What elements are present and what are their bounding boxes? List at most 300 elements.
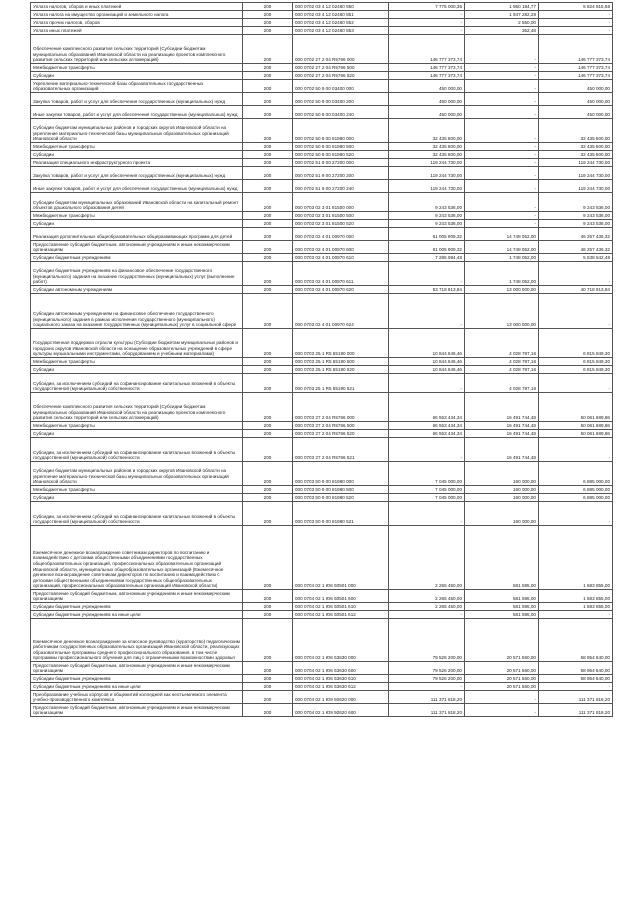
row-approved-amount: 61 005 909,32 (389, 241, 465, 254)
row-approved-amount: - (389, 27, 465, 35)
row-line-code: 200 (243, 119, 293, 143)
row-approved-amount: - (389, 438, 465, 462)
row-name: Закупка товаров, работ и услуг для обеспечения государственных (муниципальных) нужд (31, 93, 243, 106)
row-unexecuted-amount: 111 371 818,20 (539, 704, 613, 717)
row-budget-code: 000 0703 02 4 01 00970 611 (293, 262, 389, 286)
row-budget-code: 000 0703 27 2 04 R5766 500 (293, 422, 389, 430)
row-name: Предоставление субсидий бюджетным, автономным учреждениям и иным некоммерческим организациям (31, 704, 243, 717)
row-line-code: 200 (243, 691, 293, 704)
row-name: Субсидии бюджетным учреждениям на иные цели (31, 683, 243, 691)
row-line-code: 200 (243, 430, 293, 438)
row-executed-amount: - (465, 167, 539, 180)
row-approved-amount: 61 005 909,32 (389, 228, 465, 241)
row-name: Субсидии, за исключением субсидий на софинансирование капитальных вложений в объекты государственной (муниципальной) собственности (31, 502, 243, 526)
table-row (31, 494, 613, 502)
row-approved-amount: - (389, 683, 465, 691)
row-unexecuted-amount: 50 061 689,86 (539, 393, 613, 422)
row-line-code: 200 (243, 286, 293, 294)
row-executed-amount: - (465, 691, 539, 704)
row-unexecuted-amount: 9 243 536,00 (539, 220, 613, 228)
row-executed-amount: 20 571 560,00 (465, 662, 539, 675)
row-line-code: 200 (243, 494, 293, 502)
row-executed-amount: 160 000,00 (465, 502, 539, 526)
row-executed-amount: - (465, 143, 539, 151)
row-executed-amount: 2 550,00 (465, 19, 539, 27)
table-row (31, 329, 613, 358)
table-row (31, 167, 613, 180)
row-approved-amount: 7 775 000,35 (389, 3, 465, 11)
row-unexecuted-amount: - (539, 502, 613, 526)
row-unexecuted-amount: 50 061 689,86 (539, 430, 613, 438)
row-approved-amount: 79 526 200,00 (389, 619, 465, 662)
row-budget-code: 000 0702 51 9 00 27200 200 (293, 167, 389, 180)
row-approved-amount: 66 553 434,34 (389, 430, 465, 438)
row-unexecuted-amount: 6 815 849,30 (539, 329, 613, 358)
row-executed-amount: 581 595,00 (465, 603, 539, 611)
row-executed-amount: 4 028 797,16 (465, 366, 539, 374)
row-budget-code: 000 0704 02 1 Ю6 53630 600 (293, 662, 389, 675)
row-unexecuted-amount: 58 954 640,00 (539, 675, 613, 683)
table-row (31, 590, 613, 603)
row-name: Субсидии бюджетным учреждениям (31, 675, 243, 683)
row-budget-code: 000 0702 50 9 00 03400 000 (293, 80, 389, 93)
row-approved-amount: 450 000,00 (389, 106, 465, 119)
row-executed-amount: - (465, 72, 539, 80)
row-budget-code: 000 0703 02 4 01 00970 620 (293, 286, 389, 294)
row-budget-code: 000 0702 51 9 00 27200 000 (293, 159, 389, 167)
row-line-code: 200 (243, 462, 293, 486)
row-executed-amount: 581 595,00 (465, 590, 539, 603)
row-line-code: 200 (243, 329, 293, 358)
row-line-code: 200 (243, 241, 293, 254)
row-name: Субсидии (31, 151, 243, 159)
row-line-code: 200 (243, 374, 293, 393)
row-unexecuted-amount: 6 885 000,00 (539, 494, 613, 502)
row-name: Межбюджетные трансферты (31, 486, 243, 494)
table-row (31, 662, 613, 675)
row-line-code: 200 (243, 212, 293, 220)
row-budget-code: 000 0703 02 3 01 81500 500 (293, 212, 389, 220)
row-budget-code: 000 0703 02 3 01 81500 000 (293, 193, 389, 212)
row-name: Межбюджетные трансферты (31, 143, 243, 151)
row-name: Уплата налогов, сборов и иных платежей (31, 3, 243, 11)
row-budget-code: 000 0703 50 9 00 81990 000 (293, 462, 389, 486)
row-name: Государственная поддержка отрасли культуры (Субсидии бюджетам муниципальных районов и городских округов Ивановской области на оснащение образовательных учреждений в сфере культуры музыкальными инструментами, оборудованием и учебными материалами) (31, 329, 243, 358)
table-row (31, 143, 613, 151)
row-line-code: 200 (243, 619, 293, 662)
row-approved-amount: 32 435 600,00 (389, 119, 465, 143)
row-name: Преобразование учебных корпусов и общежитий колледжей как неотъемлемого элемента учебно-производственного комплекса (31, 691, 243, 704)
row-name: Межбюджетные трансферты (31, 422, 243, 430)
row-approved-amount: 119 244 730,00 (389, 159, 465, 167)
row-line-code: 200 (243, 93, 293, 106)
row-executed-amount: 581 595,00 (465, 526, 539, 590)
table-row (31, 64, 613, 72)
row-executed-amount: 1 748 052,00 (465, 254, 539, 262)
row-unexecuted-amount: 146 777 373,74 (539, 35, 613, 64)
row-approved-amount: - (389, 294, 465, 329)
row-unexecuted-amount: 146 777 373,74 (539, 72, 613, 80)
row-budget-code: 000 0703 02 4 01 00970 000 (293, 228, 389, 241)
row-executed-amount: - (465, 35, 539, 64)
row-unexecuted-amount: 119 244 730,00 (539, 180, 613, 193)
row-approved-amount: 111 371 818,20 (389, 704, 465, 717)
table-row (31, 35, 613, 64)
row-name: Субсидии, за исключением субсидий на софинансирование капитальных вложений в объекты государственной (муниципальной) собственности (31, 374, 243, 393)
row-line-code: 200 (243, 11, 293, 19)
row-budget-code: 000 0702 03 4 12 02460 850 (293, 3, 389, 11)
row-line-code: 200 (243, 675, 293, 683)
row-unexecuted-amount: 146 777 373,74 (539, 64, 613, 72)
row-executed-amount: - (465, 151, 539, 159)
row-name: Обеспечение комплексного развития сельских территорий (Субсидии бюджетам муниципальных образований Ивановской области на реализацию проектов комплексного развития сельских территорий или сельских агломераций) (31, 393, 243, 422)
row-budget-code: 000 0703 02 4 01 00970 624 (293, 294, 389, 329)
row-line-code: 200 (243, 526, 293, 590)
row-executed-amount: - (465, 704, 539, 717)
row-budget-code: 000 0704 02 1 Ю6 53630 610 (293, 675, 389, 683)
table-row (31, 72, 613, 80)
row-line-code: 200 (243, 393, 293, 422)
row-executed-amount: 16 491 744,48 (465, 430, 539, 438)
row-unexecuted-amount: 119 244 730,00 (539, 167, 613, 180)
row-line-code: 200 (243, 3, 293, 11)
table-row (31, 27, 613, 35)
row-budget-code: 000 0703 25 1 R5 55190 520 (293, 366, 389, 374)
row-budget-code: 000 0703 25 1 R5 55190 500 (293, 358, 389, 366)
row-approved-amount: 66 553 434,34 (389, 422, 465, 430)
row-executed-amount: 16 491 744,48 (465, 393, 539, 422)
row-name: Закупка товаров, работ и услуг для обеспечения государственных (муниципальных) нужд (31, 167, 243, 180)
row-executed-amount: - (465, 180, 539, 193)
table-row (31, 462, 613, 486)
row-executed-amount: 581 595,00 (465, 611, 539, 619)
row-budget-code: 000 0702 50 9 00 81990 500 (293, 143, 389, 151)
row-executed-amount: - (465, 93, 539, 106)
row-unexecuted-amount: - (539, 19, 613, 27)
row-budget-code: 000 0703 50 9 00 81990 520 (293, 494, 389, 502)
row-unexecuted-amount: 5 824 815,58 (539, 3, 613, 11)
row-executed-amount: - (465, 80, 539, 93)
row-name: Субсидии бюджетным учреждениям (31, 603, 243, 611)
row-executed-amount: - (465, 193, 539, 212)
row-name: Субсидии бюджетным учреждениям на финансовое обеспечение государственного (муниципального) задания на оказание государственных (муниципальных) услуг (выполнение работ) (31, 262, 243, 286)
row-unexecuted-amount: - (539, 11, 613, 19)
table-row (31, 159, 613, 167)
row-line-code: 200 (243, 27, 293, 35)
row-name: Ежемесячное денежное вознаграждение за классное руководство (кураторство) педагогическим работникам государственных образовательных организаций Ивановской области, реализующих образовательные программы среднего профессионального образования, в том числе программы профессионального обучения для лиц с ограниченными возможностями здоровья (31, 619, 243, 662)
row-budget-code: 000 0703 50 9 00 81990 500 (293, 486, 389, 494)
row-executed-amount: 160 000,00 (465, 486, 539, 494)
row-budget-code: 000 0704 02 1 Ю6 53630 000 (293, 619, 389, 662)
row-executed-amount: - (465, 212, 539, 220)
row-line-code: 200 (243, 35, 293, 64)
row-name: Предоставление субсидий бюджетным, автономным учреждениям и иным некоммерческим организациям (31, 590, 243, 603)
row-name: Субсидии (31, 366, 243, 374)
row-executed-amount: 1 748 052,00 (465, 262, 539, 286)
row-name: Предоставление субсидий бюджетным, автономным учреждениям и иным некоммерческим организациям (31, 241, 243, 254)
row-unexecuted-amount: - (539, 611, 613, 619)
table-row (31, 80, 613, 93)
table-row (31, 486, 613, 494)
row-executed-amount: 160 000,00 (465, 494, 539, 502)
table-row (31, 366, 613, 374)
row-name: Субсидии бюджетам муниципальных образований Ивановской области на капитальный ремонт объектов дошкольного образования детей (31, 193, 243, 212)
row-approved-amount: 146 777 373,74 (389, 35, 465, 64)
row-line-code: 200 (243, 180, 293, 193)
row-unexecuted-amount: 6 815 849,30 (539, 358, 613, 366)
row-budget-code: 000 0704 02 1 Ю6 50501 612 (293, 611, 389, 619)
table-row (31, 220, 613, 228)
row-executed-amount: 20 571 560,00 (465, 675, 539, 683)
row-unexecuted-amount: 9 243 536,00 (539, 212, 613, 220)
row-budget-code: 000 0703 02 4 01 00970 600 (293, 241, 389, 254)
row-approved-amount: 9 243 536,00 (389, 220, 465, 228)
row-name: Иные закупки товаров, работ и услуг для обеспечения государственных (муниципальных) нужд (31, 106, 243, 119)
row-approved-amount: 2 265 450,00 (389, 603, 465, 611)
row-approved-amount: 119 244 730,00 (389, 180, 465, 193)
row-executed-amount: 4 028 797,16 (465, 374, 539, 393)
row-line-code: 200 (243, 143, 293, 151)
row-unexecuted-amount: 1 683 855,00 (539, 590, 613, 603)
row-name: Ежемесячное денежное вознаграждение советникам директоров по воспитанию и взаимодействию с детскими общественными объединениями государственных общеобразовательных организаций, профессиональных образовательных организаций Ивановской области, муниципальных общеобразовательных организаций (Ежемесячное денежное вознаграждение советникам директоров по воспитанию и взаимодействию с детскими общественными объединениями государственных общеобразовательных организаций, профессиональных образовательных организаций Ивановской области) (31, 526, 243, 590)
row-executed-amount: 16 491 744,48 (465, 422, 539, 430)
row-line-code: 200 (243, 590, 293, 603)
row-unexecuted-amount: 111 371 818,20 (539, 691, 613, 704)
row-name: Субсидии автономным учреждениям (31, 286, 243, 294)
row-approved-amount: 53 718 913,84 (389, 286, 465, 294)
row-name: Субсидии бюджетным учреждениям (31, 254, 243, 262)
row-name: Уплата прочих налогов, сборов (31, 19, 243, 27)
row-name: Укрепление материально-технической базы образовательных государственных образовательных организаций (31, 80, 243, 93)
row-executed-amount: 20 571 560,00 (465, 619, 539, 662)
table-row (31, 683, 613, 691)
row-name: Субсидии автономным учреждениям на финансовое обеспечение государственного (муниципального) задания в рамках исполнения государственного (муниципального) социального заказа на оказание государственных (муниципальных) услуг в социальной сфере (31, 294, 243, 329)
row-approved-amount: 119 244 730,00 (389, 167, 465, 180)
row-approved-amount: 10 844 646,46 (389, 329, 465, 358)
row-approved-amount: 146 777 373,74 (389, 72, 465, 80)
row-budget-code: 000 0702 27 2 04 R5766 500 (293, 64, 389, 72)
row-name: Субсидии бюджетам муниципальных районов и городских округов Ивановской области на укрепление материально-технической базы муниципальных образовательных организаций Ивановской области (31, 462, 243, 486)
row-name: Субсидии бюджетным учреждениям на иные цели (31, 611, 243, 619)
row-executed-amount: 14 748 052,00 (465, 241, 539, 254)
row-approved-amount: 2 265 450,00 (389, 590, 465, 603)
row-unexecuted-amount: - (539, 438, 613, 462)
table-row (31, 11, 613, 19)
row-executed-amount: 1 947 282,29 (465, 11, 539, 19)
row-unexecuted-amount: 9 243 536,00 (539, 193, 613, 212)
row-budget-code: 000 0702 50 9 00 03400 240 (293, 106, 389, 119)
row-line-code: 200 (243, 80, 293, 93)
row-budget-code: 000 0703 02 3 01 81500 520 (293, 220, 389, 228)
row-budget-code: 000 0704 02 1 Ю6 50501 000 (293, 526, 389, 590)
row-executed-amount: 14 748 052,00 (465, 228, 539, 241)
row-unexecuted-amount: 450 000,00 (539, 93, 613, 106)
row-approved-amount: - (389, 374, 465, 393)
row-approved-amount: - (389, 502, 465, 526)
table-row (31, 358, 613, 366)
row-approved-amount: 450 000,00 (389, 80, 465, 93)
row-unexecuted-amount: 5 538 542,48 (539, 254, 613, 262)
row-executed-amount: - (465, 159, 539, 167)
row-budget-code: 000 0704 02 1 Ю9 50620 600 (293, 704, 389, 717)
row-budget-code: 000 0702 03 4 12 02460 851 (293, 11, 389, 19)
row-executed-amount: - (465, 119, 539, 143)
row-unexecuted-amount: 40 718 913,84 (539, 286, 613, 294)
row-budget-code: 000 0703 25 1 R5 55190 521 (293, 374, 389, 393)
table-row (31, 119, 613, 143)
row-unexecuted-amount: - (539, 374, 613, 393)
row-line-code: 200 (243, 151, 293, 159)
row-budget-code: 000 0703 02 4 01 00970 610 (293, 254, 389, 262)
row-unexecuted-amount: 58 954 640,00 (539, 662, 613, 675)
row-budget-code: 000 0704 02 1 Ю6 50501 610 (293, 603, 389, 611)
row-line-code: 200 (243, 72, 293, 80)
row-line-code: 200 (243, 502, 293, 526)
row-approved-amount: 146 777 373,74 (389, 64, 465, 72)
row-line-code: 200 (243, 438, 293, 462)
table-row (31, 228, 613, 241)
row-budget-code: 000 0704 02 1 Ю9 50620 000 (293, 691, 389, 704)
table-row (31, 526, 613, 590)
row-line-code: 200 (243, 262, 293, 286)
row-executed-amount: 352,48 (465, 27, 539, 35)
row-executed-amount: 4 028 797,16 (465, 329, 539, 358)
row-executed-amount: 1 950 184,77 (465, 3, 539, 11)
table-row (31, 430, 613, 438)
row-budget-code: 000 0702 27 2 04 R5766 000 (293, 35, 389, 64)
row-name: Межбюджетные трансферты (31, 358, 243, 366)
table-row (31, 193, 613, 212)
row-executed-amount: - (465, 220, 539, 228)
row-unexecuted-amount: 1 683 855,00 (539, 526, 613, 590)
table-row (31, 106, 613, 119)
table-row (31, 262, 613, 286)
row-line-code: 200 (243, 294, 293, 329)
row-name: Субсидии (31, 220, 243, 228)
table-row (31, 374, 613, 393)
row-unexecuted-amount: 1 683 855,00 (539, 603, 613, 611)
table-row (31, 438, 613, 462)
row-unexecuted-amount: 450 000,00 (539, 80, 613, 93)
table-row (31, 502, 613, 526)
row-budget-code: 000 0702 50 9 00 81990 000 (293, 119, 389, 143)
row-approved-amount: - (389, 611, 465, 619)
row-name: Реализация дополнительных общеобразовательных общеразвивающих программ для детей (31, 228, 243, 241)
row-budget-code: 000 0704 02 1 Ю6 50501 600 (293, 590, 389, 603)
row-name: Субсидии (31, 430, 243, 438)
row-budget-code: 000 0703 50 9 00 81990 521 (293, 502, 389, 526)
row-line-code: 200 (243, 662, 293, 675)
row-line-code: 200 (243, 704, 293, 717)
row-executed-amount: - (465, 64, 539, 72)
row-line-code: 200 (243, 228, 293, 241)
row-executed-amount: 160 000,00 (465, 462, 539, 486)
row-approved-amount: 450 000,00 (389, 93, 465, 106)
row-budget-code: 000 0703 25 1 R5 55190 000 (293, 329, 389, 358)
row-approved-amount: 7 045 000,00 (389, 462, 465, 486)
row-name: Субсидии бюджетам муниципальных районов и городских округов Ивановской области на укрепление материально-технической базы муниципальных образовательных организаций Ивановской области (31, 119, 243, 143)
row-executed-amount: - (465, 106, 539, 119)
table-row (31, 3, 613, 11)
row-approved-amount: - (389, 262, 465, 286)
row-approved-amount: 32 435 600,00 (389, 143, 465, 151)
table-row (31, 19, 613, 27)
row-name: Иные закупки товаров, работ и услуг для обеспечения государственных (муниципальных) нужд (31, 180, 243, 193)
row-executed-amount: 16 491 744,48 (465, 438, 539, 462)
row-name: Предоставление субсидий бюджетным, автономным учреждениям и иным некоммерческим организациям (31, 662, 243, 675)
row-unexecuted-amount: 32 435 600,00 (539, 119, 613, 143)
budget-table-body (31, 3, 613, 717)
row-name: Обеспечение комплексного развития сельских территорий (Субсидии бюджетам муниципальных образований Ивановской области на реализацию проектов комплексного развития сельских территорий или сельских агломераций) (31, 35, 243, 64)
row-approved-amount: 7 045 000,00 (389, 486, 465, 494)
row-budget-code: 000 0702 03 4 12 02460 853 (293, 27, 389, 35)
row-executed-amount: 13 000 000,00 (465, 286, 539, 294)
row-line-code: 200 (243, 159, 293, 167)
row-budget-code: 000 0703 27 2 04 R5766 521 (293, 438, 389, 462)
table-row (31, 603, 613, 611)
row-budget-code: 000 0703 27 2 04 R5766 520 (293, 430, 389, 438)
row-name: Уплата налога на имущество организаций и земельного налога (31, 11, 243, 19)
budget-execution-table (30, 2, 613, 717)
row-line-code: 200 (243, 422, 293, 430)
row-name: Субсидии, за исключением субсидий на софинансирование капитальных вложений в объекты государственной (муниципальной) собственности (31, 438, 243, 462)
row-budget-code: 000 0704 02 1 Ю6 53630 612 (293, 683, 389, 691)
row-unexecuted-amount: 50 061 689,86 (539, 422, 613, 430)
row-line-code: 200 (243, 254, 293, 262)
row-approved-amount: 9 243 536,00 (389, 212, 465, 220)
row-approved-amount: 111 371 818,20 (389, 691, 465, 704)
table-row (31, 294, 613, 329)
row-line-code: 200 (243, 683, 293, 691)
row-name: Межбюджетные трансферты (31, 64, 243, 72)
row-approved-amount: 9 243 536,00 (389, 193, 465, 212)
row-approved-amount: 32 435 600,00 (389, 151, 465, 159)
row-budget-code: 000 0702 03 4 12 02460 852 (293, 19, 389, 27)
row-line-code: 200 (243, 193, 293, 212)
table-row (31, 704, 613, 717)
row-unexecuted-amount: - (539, 262, 613, 286)
table-row (31, 422, 613, 430)
table-row (31, 212, 613, 220)
table-row (31, 180, 613, 193)
row-budget-code: 000 0702 27 2 04 R5766 520 (293, 72, 389, 80)
row-name: Субсидии (31, 72, 243, 80)
row-line-code: 200 (243, 19, 293, 27)
row-budget-code: 000 0702 50 9 00 81990 520 (293, 151, 389, 159)
table-row (31, 691, 613, 704)
row-approved-amount: 7 045 000,00 (389, 494, 465, 502)
row-approved-amount: 79 526 200,00 (389, 675, 465, 683)
row-approved-amount: - (389, 11, 465, 19)
row-approved-amount: 79 526 200,00 (389, 662, 465, 675)
row-approved-amount: 7 286 594,48 (389, 254, 465, 262)
row-unexecuted-amount: 32 435 600,00 (539, 143, 613, 151)
row-unexecuted-amount: - (539, 294, 613, 329)
row-unexecuted-amount: - (539, 683, 613, 691)
row-unexecuted-amount: 6 885 000,00 (539, 486, 613, 494)
row-approved-amount: - (389, 19, 465, 27)
table-row (31, 393, 613, 422)
row-line-code: 200 (243, 220, 293, 228)
table-row (31, 286, 613, 294)
row-unexecuted-amount: 6 885 000,00 (539, 462, 613, 486)
row-name: Межбюджетные трансферты (31, 212, 243, 220)
table-row (31, 254, 613, 262)
row-unexecuted-amount: 46 257 436,32 (539, 241, 613, 254)
table-row (31, 241, 613, 254)
row-line-code: 200 (243, 106, 293, 119)
row-name: Субсидии (31, 494, 243, 502)
